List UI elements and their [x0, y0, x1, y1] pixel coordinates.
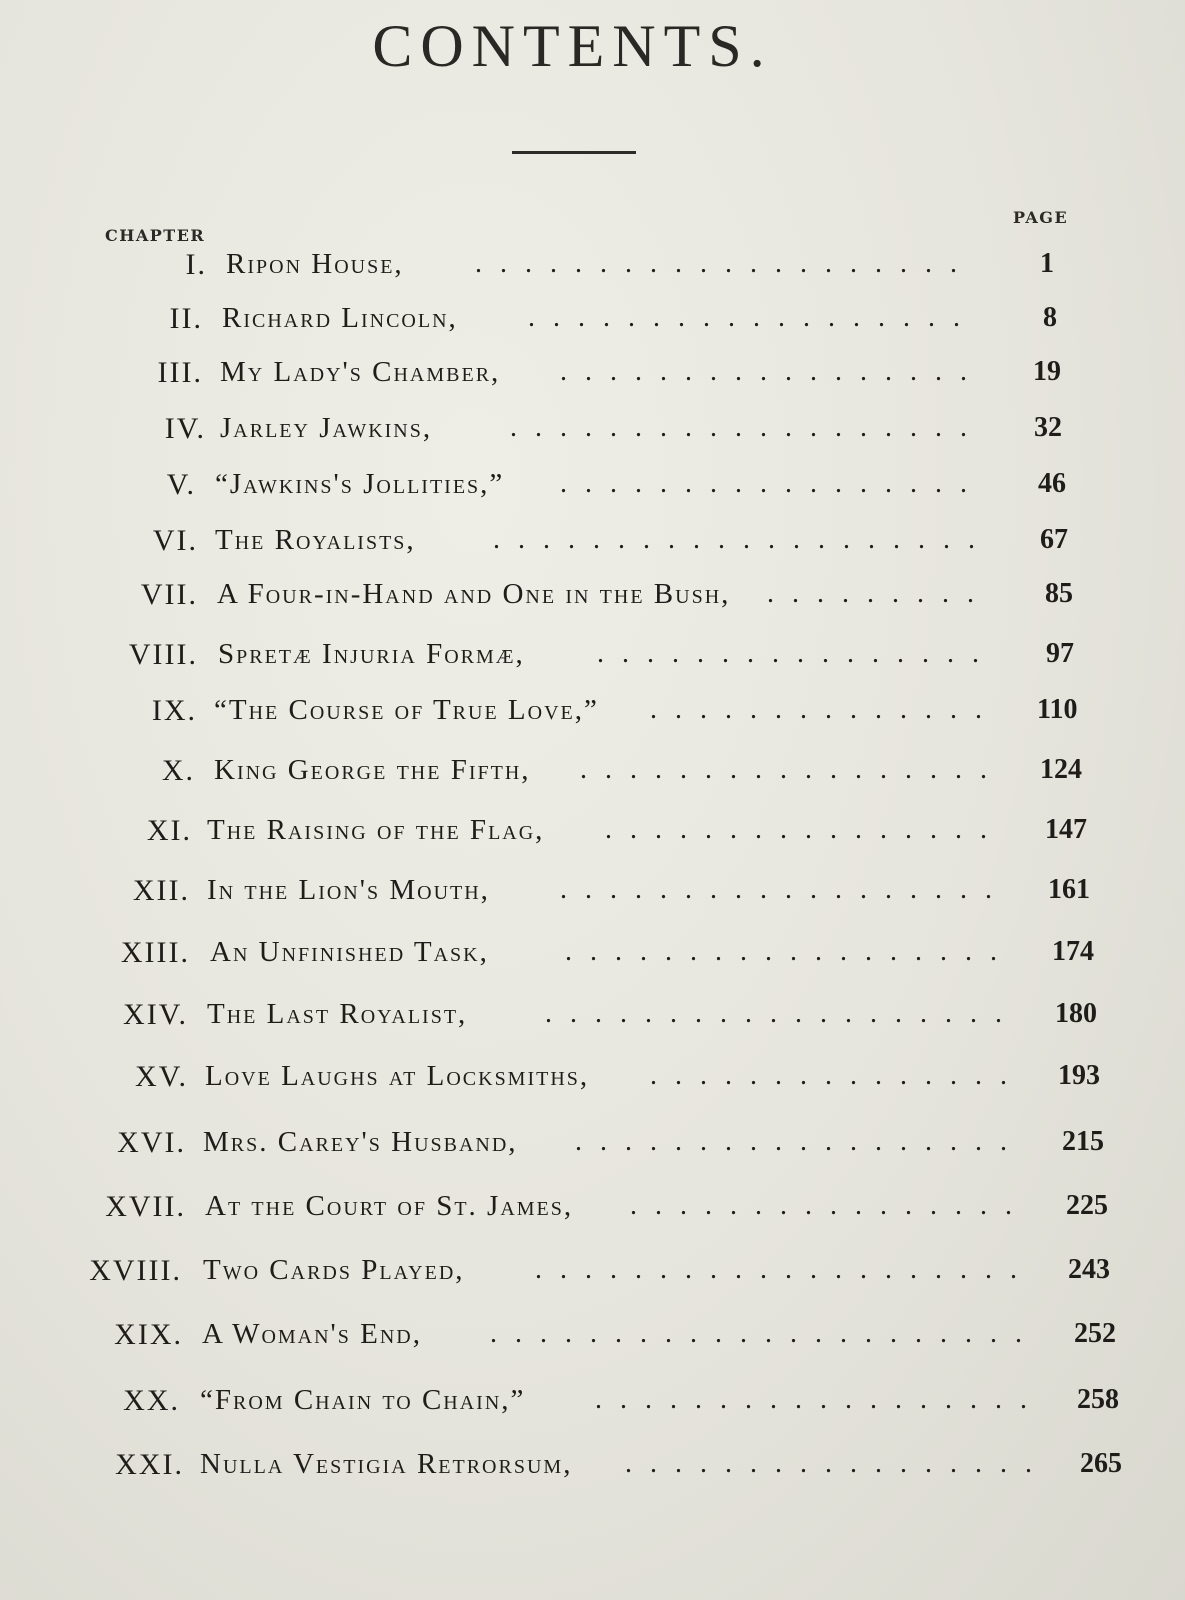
- chapter-title: The Last Royalist,: [207, 998, 468, 1030]
- chapter-numeral: III.: [157, 356, 203, 389]
- dot-leader: ..................: [565, 936, 1015, 967]
- dot-leader: .................: [625, 1448, 1050, 1479]
- page-number: 243: [1068, 1254, 1110, 1285]
- dot-leader: ...............: [650, 1060, 1025, 1091]
- dot-leader: .................: [580, 754, 1005, 785]
- chapter-title: A Four-in-Hand and One in the Bush,: [217, 578, 731, 610]
- chapter-numeral: XI.: [146, 814, 192, 847]
- page-number: 215: [1062, 1126, 1104, 1157]
- dot-leader: ..................: [560, 874, 1010, 905]
- dot-leader: ..............: [650, 694, 1000, 725]
- toc-entry[interactable]: [0, 356, 1185, 396]
- dot-leader: ....................: [493, 524, 993, 555]
- dot-leader: ....................: [475, 248, 975, 279]
- page-number: 97: [1046, 638, 1074, 669]
- toc-entry[interactable]: [0, 874, 1185, 914]
- dot-leader: .................: [560, 356, 985, 387]
- dot-leader: ...................: [545, 998, 1020, 1029]
- toc-entry[interactable]: [0, 578, 1185, 618]
- chapter-title: A Woman's End,: [202, 1318, 423, 1350]
- page-number: 180: [1055, 998, 1097, 1029]
- chapter-title: The Raising of the Flag,: [207, 814, 545, 846]
- chapter-numeral: VII.: [140, 578, 198, 611]
- chapter-numeral: XX.: [123, 1384, 180, 1417]
- page-number: 19: [1033, 356, 1061, 387]
- toc-entry[interactable]: [0, 998, 1185, 1038]
- chapter-numeral: IX.: [151, 694, 197, 727]
- dot-leader: ....................: [535, 1254, 1035, 1285]
- chapter-numeral: II.: [169, 302, 203, 335]
- page-number: 46: [1038, 468, 1066, 499]
- toc-entry[interactable]: [0, 1318, 1185, 1358]
- chapter-numeral: XIII.: [120, 936, 190, 969]
- page-number: 124: [1040, 754, 1082, 785]
- chapter-title: Two Cards Played,: [203, 1254, 465, 1286]
- dot-leader: ..................: [575, 1126, 1025, 1157]
- chapter-numeral: XIX.: [114, 1318, 183, 1351]
- page-number: 265: [1080, 1448, 1122, 1479]
- chapter-title: In the Lion's Mouth,: [207, 874, 490, 906]
- chapter-numeral: XVII.: [105, 1190, 186, 1223]
- dot-leader: ................: [605, 814, 1005, 845]
- chapter-numeral: IV.: [164, 412, 206, 445]
- chapter-title: “The Course of True Love,”: [214, 694, 599, 726]
- page-number: 32: [1034, 412, 1062, 443]
- page-number: 110: [1037, 694, 1078, 725]
- toc-entry[interactable]: [0, 1448, 1185, 1488]
- chapter-title: At the Court of St. James,: [205, 1190, 574, 1222]
- chapter-numeral: VI.: [152, 524, 198, 557]
- page-number: 8: [1043, 302, 1057, 333]
- chapter-title: Mrs. Carey's Husband,: [203, 1126, 518, 1158]
- dot-leader: ................: [597, 638, 997, 669]
- page-column-header: PAGE: [1013, 208, 1069, 227]
- chapter-title: Ripon House,: [226, 248, 404, 280]
- toc-entry[interactable]: [0, 248, 1185, 288]
- dot-leader: ...................: [510, 412, 985, 443]
- page-number: 1: [1040, 248, 1054, 279]
- page-number: 193: [1058, 1060, 1100, 1091]
- chapter-column-header: CHAPTER: [105, 226, 206, 245]
- toc-entry[interactable]: [0, 936, 1185, 976]
- dot-leader: ..................: [595, 1384, 1045, 1415]
- chapter-title: King George the Fifth,: [214, 754, 531, 786]
- dot-leader: .........: [767, 578, 992, 609]
- page-number: 147: [1045, 814, 1087, 845]
- dot-leader: .................: [560, 468, 985, 499]
- chapter-numeral: XVI.: [117, 1126, 186, 1159]
- chapter-numeral: XIV.: [123, 998, 188, 1031]
- toc-entry[interactable]: [0, 694, 1185, 734]
- dot-leader: ..................: [528, 302, 978, 333]
- page-number: 85: [1045, 578, 1073, 609]
- chapter-numeral: I.: [185, 248, 207, 281]
- chapter-numeral: XVIII.: [89, 1254, 182, 1287]
- toc-entry[interactable]: [0, 1126, 1185, 1166]
- toc-entry[interactable]: [0, 412, 1185, 452]
- chapter-title: “From Chain to Chain,”: [200, 1384, 526, 1416]
- chapter-numeral: XII.: [132, 874, 190, 907]
- page-number: 161: [1048, 874, 1090, 905]
- toc-entry[interactable]: [0, 302, 1185, 342]
- chapter-title: Love Laughs at Locksmiths,: [205, 1060, 590, 1092]
- chapter-numeral: VIII.: [128, 638, 198, 671]
- page-number: 225: [1066, 1190, 1108, 1221]
- chapter-numeral: XV.: [135, 1060, 188, 1093]
- toc-entry[interactable]: [0, 754, 1185, 794]
- chapter-numeral: V.: [166, 468, 196, 501]
- chapter-title: “Jawkins's Jollities,”: [215, 468, 505, 500]
- chapter-title: The Royalists,: [215, 524, 416, 556]
- toc-entry[interactable]: [0, 1060, 1185, 1100]
- page-title: CONTENTS.: [372, 13, 773, 79]
- page-number: 67: [1040, 524, 1068, 555]
- toc-entry[interactable]: [0, 1384, 1185, 1424]
- chapter-title: Richard Lincoln,: [222, 302, 458, 334]
- toc-entry[interactable]: [0, 524, 1185, 564]
- chapter-numeral: X.: [161, 754, 195, 787]
- toc-entry[interactable]: [0, 1254, 1185, 1294]
- toc-entry[interactable]: [0, 814, 1185, 854]
- dot-leader: ................: [630, 1190, 1030, 1221]
- title-rule: [512, 151, 636, 154]
- chapter-title: My Lady's Chamber,: [220, 356, 501, 388]
- page-number: 258: [1077, 1384, 1119, 1415]
- toc-entry[interactable]: [0, 638, 1185, 678]
- toc-entry[interactable]: [0, 468, 1185, 508]
- dot-leader: ......................: [490, 1318, 1040, 1349]
- chapter-numeral: XXI.: [115, 1448, 184, 1481]
- chapter-title: An Unfinished Task,: [210, 936, 489, 968]
- page-number: 252: [1074, 1318, 1116, 1349]
- chapter-title: Nulla Vestigia Retrorsum,: [200, 1448, 573, 1480]
- page-number: 174: [1052, 936, 1094, 967]
- chapter-title: Jarley Jawkins,: [220, 412, 433, 444]
- chapter-title: Spretæ Injuria Formæ,: [218, 638, 525, 670]
- toc-entry[interactable]: [0, 1190, 1185, 1230]
